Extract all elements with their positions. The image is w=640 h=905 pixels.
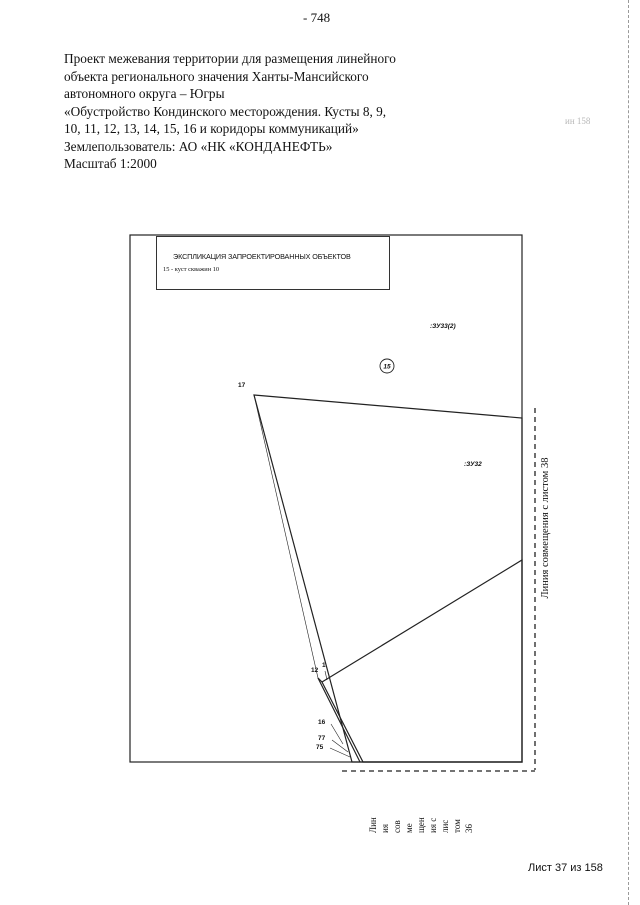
parcel-label: :ЗУ33(2) <box>430 323 456 330</box>
match-line-label-bottom-col: сов <box>392 820 402 833</box>
match-line-label-bottom-col: ия <box>380 824 390 833</box>
header-line: объекта регионального значения Ханты-Мансийского <box>64 68 369 84</box>
match-line-label-bottom-col: 36 <box>464 824 474 833</box>
leader-line <box>331 724 343 744</box>
sheet-number: Лист 37 из 158 <box>528 862 603 874</box>
parcel-label: :ЗУ32 <box>464 461 482 468</box>
parcel-zu32 <box>322 560 522 762</box>
match-line-label-bottom-col: Лин <box>368 817 378 833</box>
header-line: Проект межевания территории для размещения линейного <box>64 51 396 66</box>
point-label: 12 <box>311 667 319 674</box>
parcel-zu33-2 <box>254 395 522 762</box>
legend-box <box>156 236 390 290</box>
boundary-line <box>254 395 318 678</box>
map-frame <box>130 235 522 762</box>
margin-note: ин 158 <box>565 116 591 126</box>
point-label: 1 <box>322 662 326 669</box>
leader-line <box>330 748 350 757</box>
match-line-label-bottom-col: ме <box>404 823 414 833</box>
point-label: 77 <box>318 735 326 742</box>
match-line-label-bottom-col: ия с <box>428 817 438 833</box>
header-line: «Обустройство Кондинского месторождения. Кусты 8, 9, <box>64 103 387 119</box>
match-line-label-bottom-col: лис <box>440 819 450 833</box>
header-line: 10, 11, 12, 13, 14, 15, 16 и коридоры коммуникаций» <box>64 121 359 136</box>
match-line-label-bottom-col: том <box>452 819 462 833</box>
match-line-label-right: Линия совмещения с листом 38 <box>540 457 551 599</box>
page-number: - 748 <box>303 10 331 25</box>
leader-line <box>325 671 327 680</box>
point-label: 16 <box>318 719 326 726</box>
point-label: 17 <box>238 382 246 389</box>
legend-item: 15 - куст скважин 10 <box>163 266 220 273</box>
header-line: Масштаб 1:2000 <box>64 156 157 171</box>
header-line: автономного округа – Югры <box>64 86 225 101</box>
legend-title: ЭКСПЛИКАЦИЯ ЗАПРОЕКТИРОВАННЫХ ОБЪЕКТОВ <box>173 252 351 261</box>
match-line-label-bottom-col: щен <box>416 817 426 833</box>
point-label: 75 <box>316 744 324 751</box>
header-line: Землепользователь: АО «НК «КОНДАНЕФТЬ» <box>64 138 333 154</box>
object-marker-number: 15 <box>383 363 391 371</box>
